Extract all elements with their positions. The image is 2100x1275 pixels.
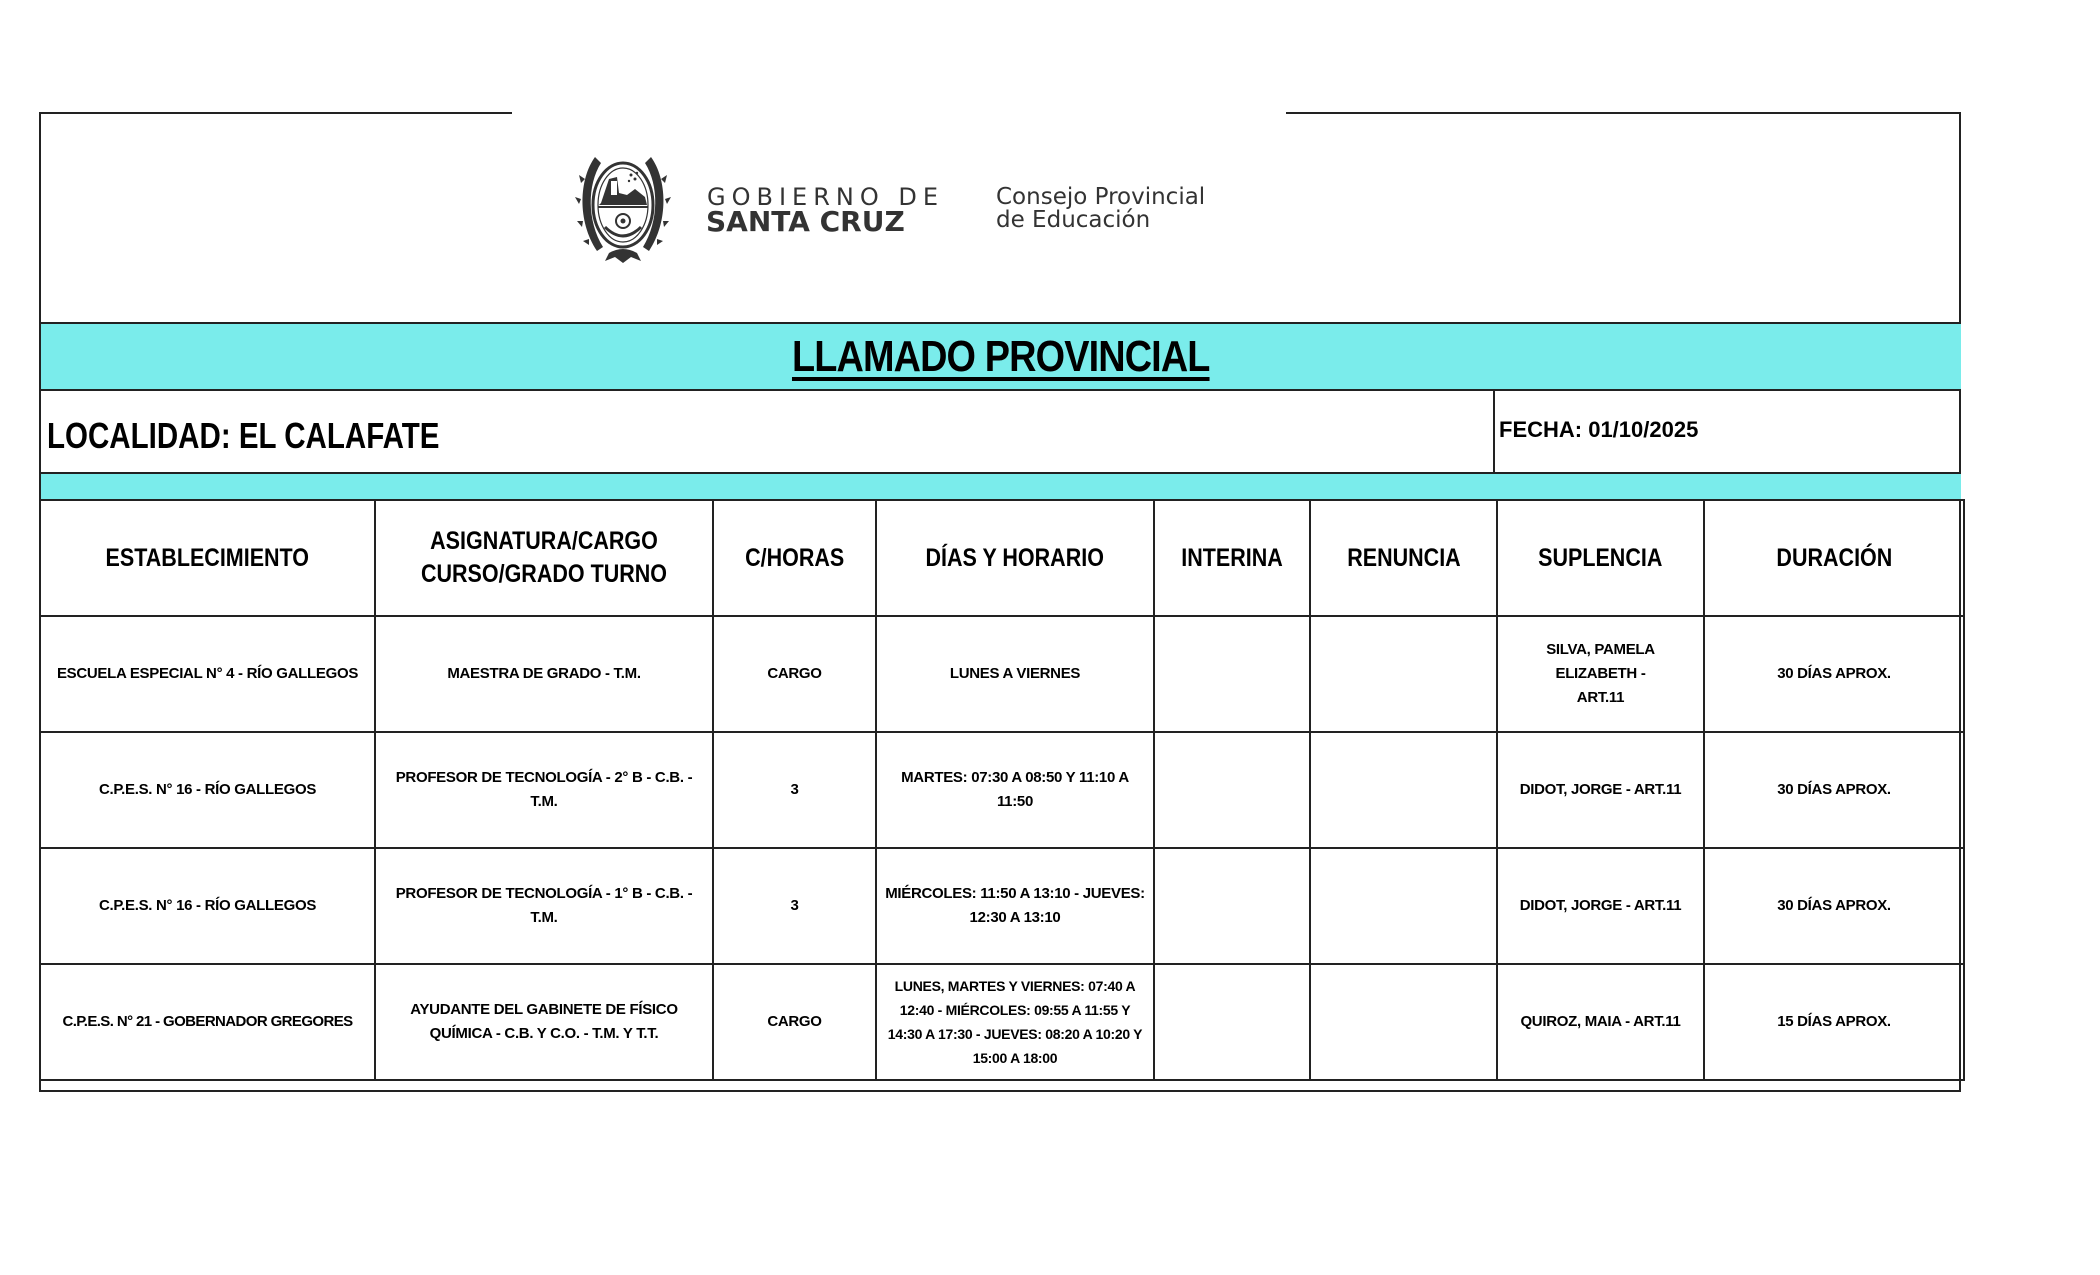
cell-duracion: 30 DÍAS APROX. [1704,848,1964,964]
cell-horario: LUNES, MARTES Y VIERNES: 07:40 A 12:40 - MIÉRCOLES: 09:55 A 11:55 Y 14:30 A 17:30 - JUEVES: 08:20 A 10:20 Y 15:00 A 18:00 [876,964,1154,1080]
cell-renuncia [1310,964,1497,1080]
cell-renuncia [1310,732,1497,848]
cell-suplencia: QUIROZ, MAIA - ART.11 [1497,964,1704,1080]
cell-interina [1154,616,1310,732]
consejo-provincial-label: Consejo Provincial [996,184,1206,210]
table-row [40,616,1964,732]
cell-establecimiento: C.P.E.S. N° 16 - RÍO GALLEGOS [40,848,375,964]
cell-duracion: 30 DÍAS APROX. [1704,732,1964,848]
table-row [40,848,1964,964]
cell-horas: 3 [713,732,876,848]
cell-establecimiento: C.P.E.S. N° 16 - RÍO GALLEGOS [40,732,375,848]
cell-suplencia: SILVA, PAMELA ELIZABETH - ART.11 [1497,616,1704,732]
cell-establecimiento: C.P.E.S. N° 21 - GOBERNADOR GREGORES [40,964,375,1080]
cell-asignatura: AYUDANTE DEL GABINETE DE FÍSICO QUÍMICA - C.B. Y C.O. - T.M. Y T.T. [375,964,713,1080]
table-row [40,964,1964,1080]
cell-renuncia [1310,848,1497,964]
cell-horas: 3 [713,848,876,964]
fecha-cell [1493,391,1963,472]
vacancies-table [39,499,1965,1081]
table-header-row [40,500,1964,616]
fecha-label: FECHA: 01/10/2025 [1499,417,1699,442]
cell-horario: MARTES: 07:30 A 08:50 Y 11:10 A 11:50 [876,732,1154,848]
separator-strip [41,474,1961,501]
localidad-label: LOCALIDAD: EL CALAFATE [47,415,440,456]
column-header-asignatura: ASIGNATURA/CARGO CURSO/GRADO TURNO [375,500,713,616]
localidad-row [41,391,1961,474]
cell-asignatura: PROFESOR DE TECNOLOGÍA - 2° B - C.B. - T.M. [375,732,713,848]
page-title: LLAMADO PROVINCIAL [792,331,1210,381]
cell-duracion: 15 DÍAS APROX. [1704,964,1964,1080]
cell-renuncia [1310,616,1497,732]
header-logo-area [41,113,1961,322]
cell-horas: CARGO [713,964,876,1080]
santa-cruz-label: SANTA CRUZ [706,205,905,238]
column-header-suplencia: SUPLENCIA [1497,500,1704,616]
cell-horas: CARGO [713,616,876,732]
cell-horario: MIÉRCOLES: 11:50 A 13:10 - JUEVES: 12:30 A 13:10 [876,848,1154,964]
column-header-renuncia: RENUNCIA [1310,500,1497,616]
cell-suplencia: DIDOT, JORGE - ART.11 [1497,732,1704,848]
santa-cruz-coat-of-arms-icon [575,149,671,271]
column-header-establecimiento: ESTABLECIMIENTO [40,500,375,616]
cell-interina [1154,964,1310,1080]
cell-suplencia: DIDOT, JORGE - ART.11 [1497,848,1704,964]
cell-interina [1154,848,1310,964]
de-educacion-label: de Educación [996,207,1151,233]
table-row [40,732,1964,848]
column-header-horario: DÍAS Y HORARIO [876,500,1154,616]
column-header-horas: C/HORAS [713,500,876,616]
cell-establecimiento: ESCUELA ESPECIAL N° 4 - RÍO GALLEGOS [40,616,375,732]
cell-asignatura: PROFESOR DE TECNOLOGÍA - 1° B - C.B. - T.M. [375,848,713,964]
column-header-duracion: DURACIÓN [1704,500,1964,616]
cell-duracion: 30 DÍAS APROX. [1704,616,1964,732]
column-header-interina: INTERINA [1154,500,1310,616]
title-band [41,322,1961,391]
cell-horario: LUNES A VIERNES [876,616,1154,732]
cell-asignatura: MAESTRA DE GRADO - T.M. [375,616,713,732]
gobierno-de-label: GOBIERNO DE [707,183,944,211]
document-frame [39,113,1961,1092]
cell-interina [1154,732,1310,848]
